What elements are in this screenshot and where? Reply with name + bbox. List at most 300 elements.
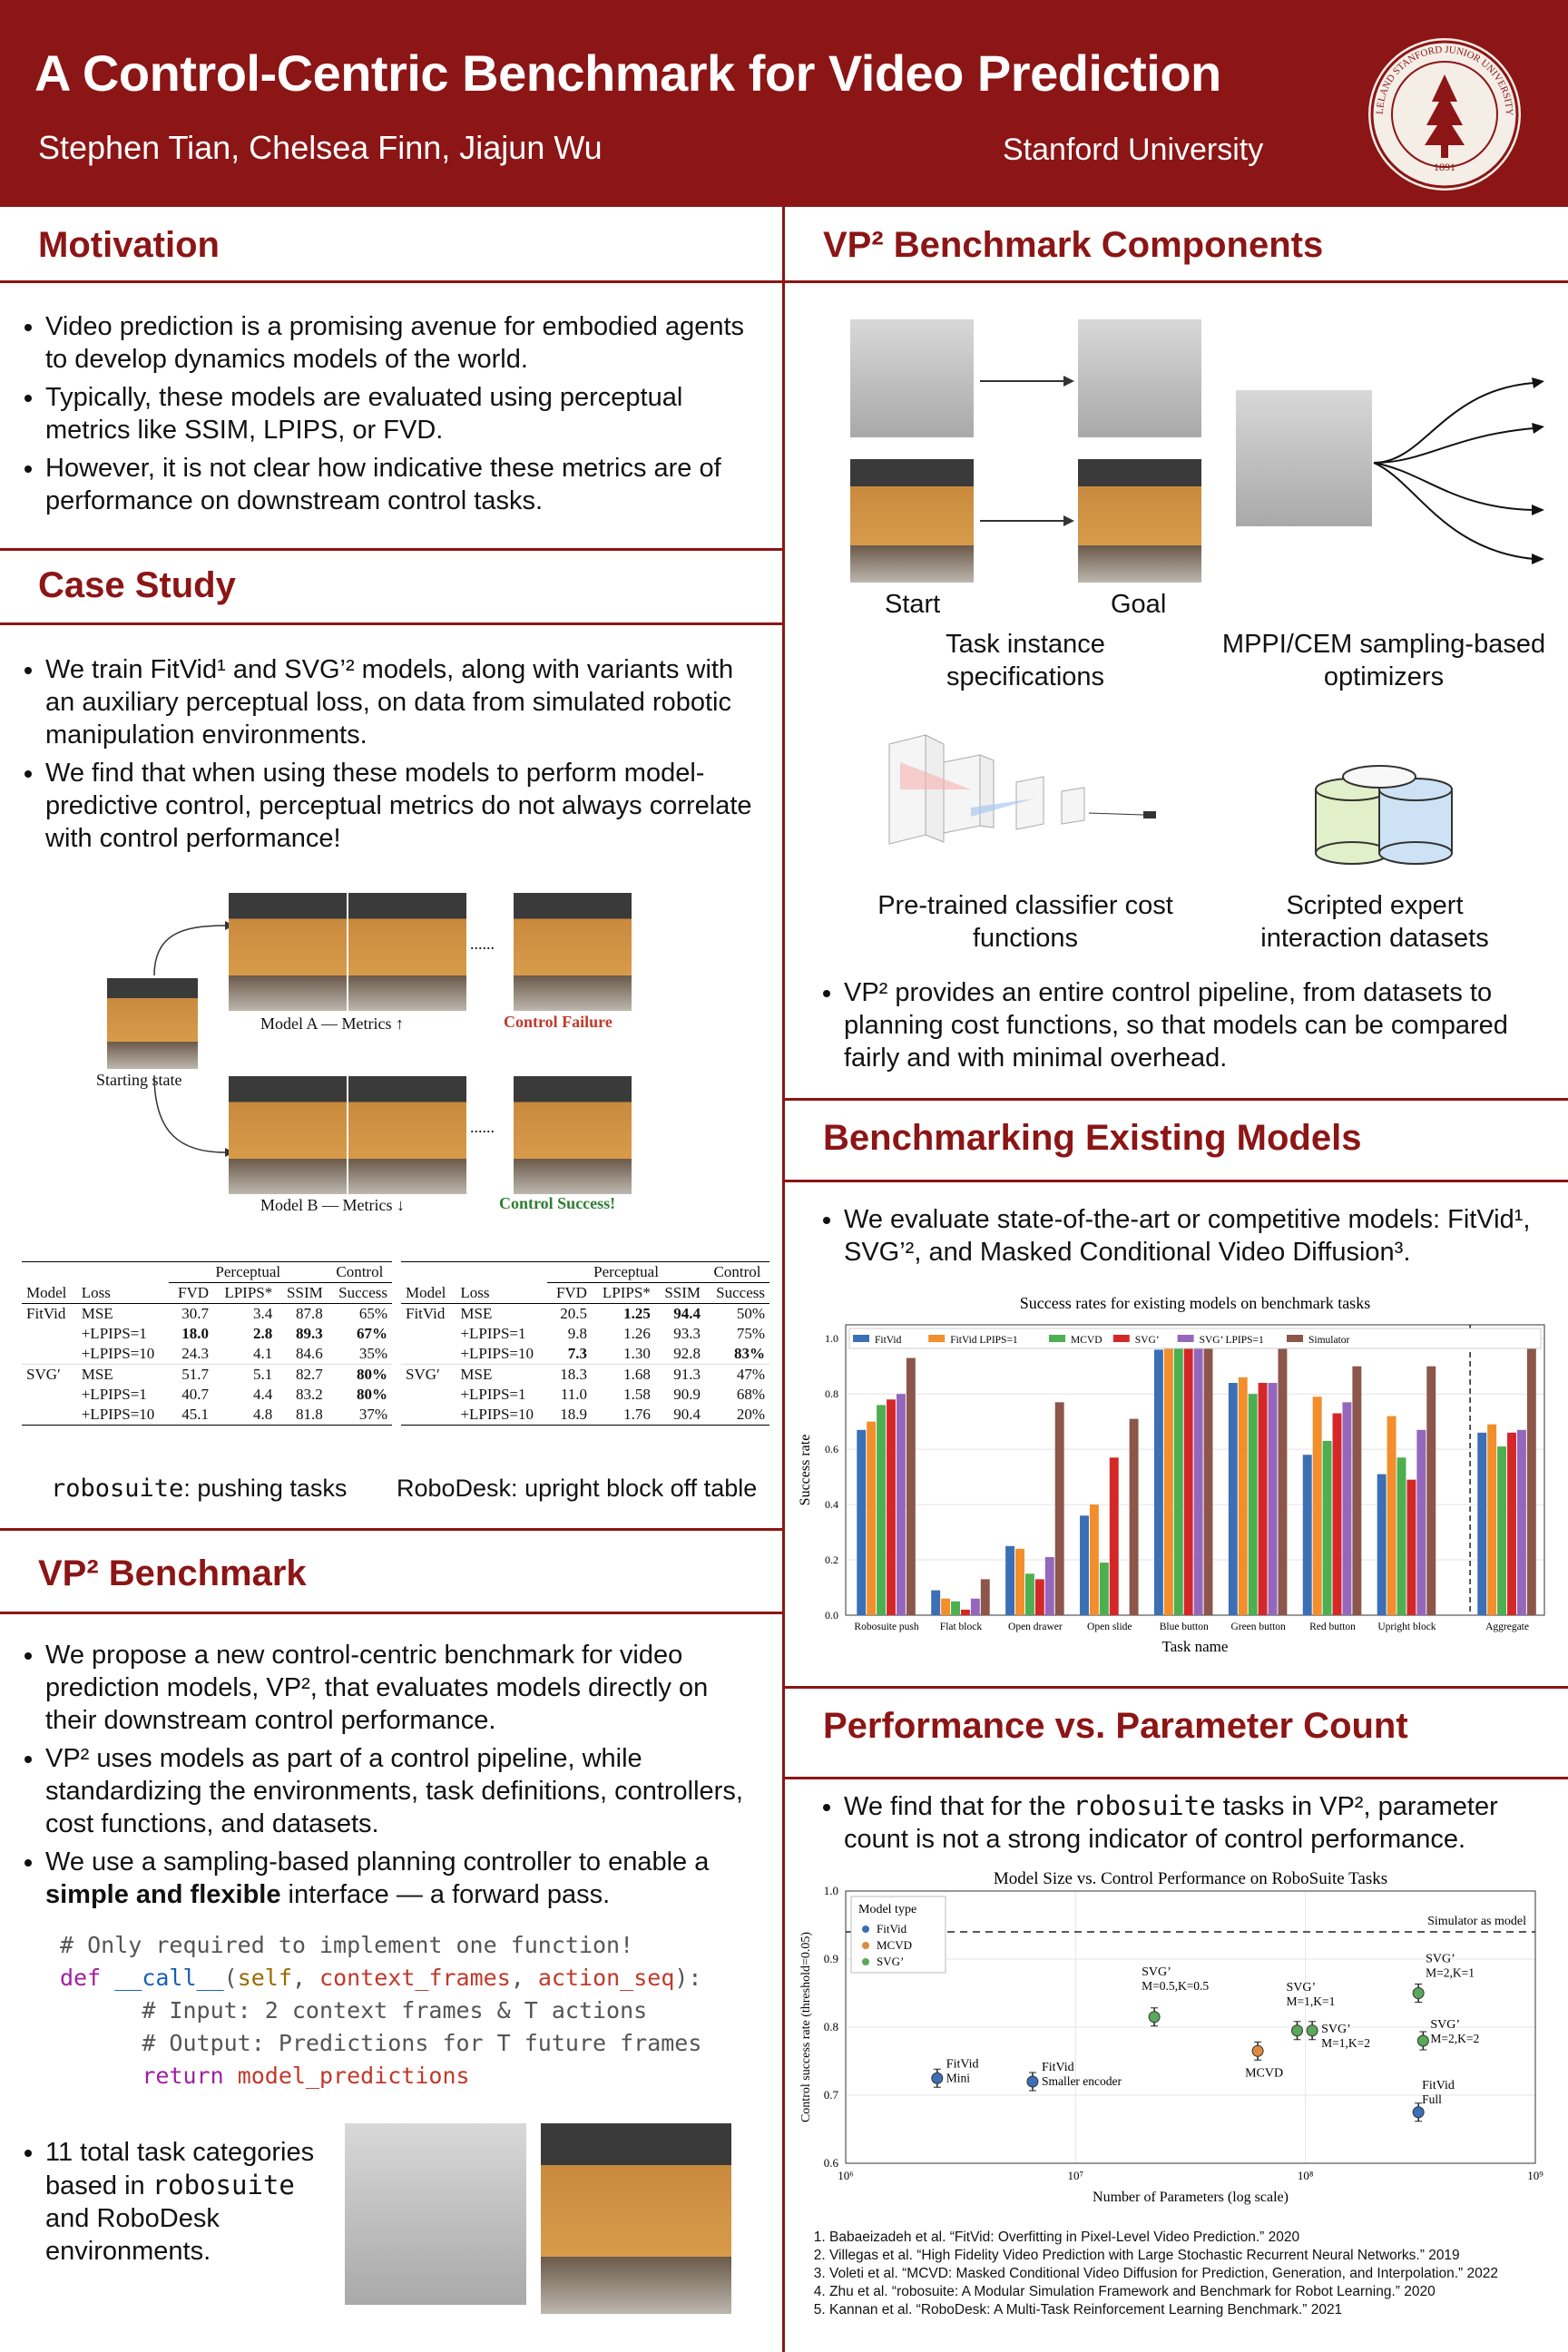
y-tick-label: 1.0 [823, 1884, 838, 1897]
legend-swatch [853, 1335, 869, 1342]
control-header: Control [328, 1262, 392, 1283]
point-label: SVG’ [1286, 1980, 1317, 1994]
start-label: Start [885, 590, 941, 619]
bar [1080, 1515, 1089, 1615]
robodesk-table-caption: RoboDesk: upright block off table [397, 1475, 758, 1502]
chart-title: Success rates for existing models on benchmark tasks [1019, 1294, 1371, 1312]
x-tick-label: Open drawer [1008, 1622, 1063, 1632]
table-col-header: SSIM [664, 1284, 701, 1301]
table-cell: +LPIPS=10 [460, 1406, 534, 1423]
bar [1184, 1341, 1193, 1615]
table-row [401, 1344, 769, 1365]
vp2-bullet: • VP² uses models as part of a control pipeline, while standardizing the environments, task definitions, controllers, cost functions, and datasets. [45, 1742, 753, 1840]
table-cell [22, 1385, 77, 1405]
robosuite-table-caption: robosuite: pushing tasks [51, 1475, 348, 1503]
y-tick-label: 0.8 [825, 1387, 838, 1401]
table-cell: 82.7 [295, 1366, 323, 1383]
param-count-rule [785, 1777, 1568, 1779]
references [802, 2229, 1555, 2319]
table-row [22, 1304, 392, 1325]
table-cell: 45.1 [181, 1406, 209, 1423]
motivation-bullets [0, 310, 753, 523]
datasets-database-icon [1307, 762, 1470, 880]
legend-title: Model type [858, 1903, 917, 1916]
table-cell: 24.3 [181, 1345, 209, 1362]
point-sublabel: M=1,K=1 [1286, 1994, 1336, 2008]
table-cell: 1.76 [623, 1406, 651, 1423]
bar [971, 1599, 980, 1615]
case-study-bullet: • We train FitVid¹ and SVG’² models, along with variants with an auxiliary perceptual loss, on data from simulated robotic manipulation environments. [45, 653, 753, 751]
vp2-benchmark-heading: VP² Benchmark [38, 1553, 307, 1593]
y-tick-label: 0.6 [823, 2156, 838, 2170]
benchmarking-bullet: • We evaluate state-of-the-art or competitive models: FitVid¹, SVG’², and Masked Conditional Video Diffusion³. [799, 1203, 1561, 1274]
table-cell: MSE [81, 1366, 113, 1383]
goal-desk-image [1078, 459, 1201, 583]
table-row [401, 1365, 769, 1386]
y-tick-label: 0.7 [823, 2088, 838, 2102]
bar [1249, 1394, 1258, 1615]
start-goal-arrows [976, 363, 1076, 544]
trajectory-arrows [1370, 372, 1552, 572]
svg-text:LELAND STANFORD JUNIOR UNIVERS: LELAND STANFORD JUNIOR UNIVERSITY [1374, 44, 1515, 116]
param-count-scatter-chart [795, 1869, 1557, 2214]
table-cell: 83% [734, 1345, 765, 1362]
perceptual-header: Perceptual [169, 1262, 328, 1283]
poster-affiliation: Stanford University [1003, 132, 1264, 167]
bar [1025, 1573, 1034, 1615]
table-cell [401, 1344, 456, 1365]
task-spec-caption: Task instance specifications [946, 630, 1105, 691]
reference-item: 1. Babaeizadeh et al. “FitVid: Overfitting in Pixel-Level Video Prediction.” 2020 [829, 2229, 1555, 2247]
table-cell: +LPIPS=1 [81, 1325, 147, 1342]
x-tick-label: Aggregate [1485, 1622, 1529, 1632]
table-cell: 7.3 [567, 1345, 587, 1362]
legend-swatch [1287, 1335, 1303, 1342]
y-tick-label: 1.0 [825, 1332, 838, 1346]
table-cell: 2.8 [253, 1325, 273, 1342]
mppi-caption: MPPI/CEM sampling-based optimizers [1221, 630, 1546, 691]
x-tick-label: 10⁸ [1297, 2169, 1314, 2182]
benchmarking-rule [785, 1180, 1568, 1182]
legend-marker [862, 1926, 869, 1933]
case-study-heading: Case Study [38, 565, 236, 605]
legend-marker [862, 1942, 869, 1949]
point-label: MCVD [1245, 2066, 1284, 2081]
robodesk-results-table [401, 1261, 769, 1426]
point-sublabel: M=2,K=1 [1426, 1965, 1475, 1980]
bar [867, 1422, 876, 1615]
param-count-bullet: • We find that for the robosuite tasks in VP², parameter count is not a strong indicator of control performance. [799, 1789, 1561, 1861]
control-success-label: Control Success! [499, 1194, 616, 1212]
table-cell: 9.8 [567, 1325, 587, 1342]
case-study-bullet: • We find that when using these models to perform model-predictive control, perceptual metrics do not always correlate with control performance! [45, 757, 753, 855]
legend-swatch [1113, 1335, 1130, 1342]
bar [1269, 1383, 1278, 1615]
bar [1527, 1338, 1536, 1615]
table-cell: 65% [358, 1305, 387, 1322]
param-count-heading: Performance vs. Parameter Count [823, 1706, 1408, 1746]
bar [1005, 1546, 1014, 1615]
table-cell: 11.0 [560, 1386, 587, 1403]
stanford-seal-logo [1368, 38, 1521, 191]
table-cell: +LPIPS=10 [460, 1345, 534, 1362]
table-cell: 1.26 [623, 1325, 651, 1342]
bar [1387, 1416, 1396, 1615]
poster-authors: Stephen Tian, Chelsea Finn, Jiajun Wu [38, 129, 603, 166]
robodesk-env-image [541, 2123, 731, 2314]
table-cell: 67% [357, 1325, 387, 1342]
column-divider [782, 207, 785, 2352]
components-bullet: • VP² provides an entire control pipeline, from datasets to planning cost functions, so that models can be compared fairly and with minimal overhead. [799, 976, 1552, 1080]
table-cell: 20.5 [560, 1305, 587, 1322]
table-cell: 3.4 [253, 1305, 273, 1322]
table-cell: 4.4 [253, 1386, 273, 1403]
y-tick-label: 0.6 [825, 1443, 838, 1456]
table-row [22, 1385, 392, 1405]
classifier-caption: Pre-trained classifier cost functions [877, 891, 1173, 953]
table-cell: 51.7 [181, 1366, 209, 1383]
table-cell: 83.2 [295, 1386, 323, 1403]
table-cell: 18.3 [560, 1366, 587, 1383]
table-cell: 37% [358, 1406, 387, 1423]
success-rate-bar-chart [795, 1292, 1557, 1666]
table-row [401, 1405, 769, 1426]
table-row [401, 1304, 769, 1325]
data-point [1252, 2045, 1263, 2056]
start-blocks-image [850, 319, 974, 437]
table-row [22, 1344, 392, 1365]
table-col-header: Loss [81, 1283, 111, 1301]
x-tick-label: Green button [1230, 1622, 1286, 1632]
bar [1477, 1433, 1486, 1615]
legend-marker [862, 1958, 869, 1965]
x-tick-label: Blue button [1159, 1622, 1209, 1632]
bar [1194, 1341, 1203, 1615]
table-cell: 18.0 [181, 1325, 209, 1342]
legend-label: MCVD [877, 1938, 913, 1952]
table-row [22, 1324, 392, 1344]
y-tick-label: 0.8 [823, 2020, 838, 2034]
bar [1110, 1457, 1119, 1615]
table-cell: 1.25 [623, 1305, 651, 1322]
table-cell: 92.8 [673, 1345, 701, 1362]
bar [906, 1358, 916, 1615]
table-cell: 93.3 [673, 1325, 701, 1342]
table-cell: FitVid [26, 1305, 66, 1322]
x-tick-label: Robosuite push [854, 1622, 919, 1632]
table-cell: 91.3 [673, 1366, 701, 1383]
model-a-final-frame [514, 893, 632, 1011]
vp2-benchmark-rule [0, 1612, 782, 1614]
table-cell: +LPIPS=1 [460, 1325, 526, 1342]
legend-label: SVG’ LPIPS=1 [1199, 1335, 1264, 1346]
bar [1100, 1563, 1109, 1615]
chart-title: Model Size vs. Control Performance on RoboSuite Tasks [993, 1869, 1388, 1888]
reference-item: 5. Kannan et al. “RoboDesk: A Multi-Task Reinforcement Learning Benchmark.” 2021 [829, 2301, 1555, 2319]
y-axis-label: Success rate [798, 1434, 813, 1506]
model-b-frame [348, 1076, 466, 1194]
bar [1015, 1549, 1024, 1615]
bar [1333, 1414, 1342, 1615]
code-snippet: # Only required to implement one function! def __call__(self, context_frames, action_seq): # Input: 2 context frames & T actions # Output: Predictions for T future frames return model_predictions [60, 1932, 702, 2089]
bar [1154, 1349, 1163, 1615]
goal-label: Goal [1111, 590, 1167, 619]
bar [981, 1579, 990, 1615]
table-cell: +LPIPS=1 [460, 1386, 526, 1403]
model-a-frame [348, 893, 466, 1011]
table-cell [22, 1405, 77, 1426]
bar [951, 1602, 960, 1615]
bar [1045, 1557, 1054, 1615]
table-cell: +LPIPS=10 [81, 1345, 155, 1362]
bar [1259, 1383, 1268, 1615]
table-col-header: Success [716, 1284, 765, 1301]
table-row [22, 1405, 392, 1426]
table-cell: 1.30 [623, 1345, 651, 1362]
robosuite-results-table [22, 1261, 392, 1426]
bar [1055, 1402, 1064, 1615]
data-point [1149, 2012, 1160, 2023]
x-axis-label: Task name [1161, 1638, 1229, 1655]
data-point [1291, 2025, 1302, 2036]
bar [1497, 1446, 1506, 1615]
table-cell: SVG′ [406, 1366, 440, 1383]
branch-arrows [145, 907, 236, 1180]
table-cell: 89.3 [295, 1325, 323, 1342]
point-sublabel: Full [1422, 2092, 1442, 2106]
table-col-header: FVD [177, 1284, 209, 1301]
table-cell: 94.4 [673, 1305, 701, 1322]
reference-item: 4. Zhu et al. “robosuite: A Modular Simulation Framework and Benchmark for Robot Learning.” 2020 [829, 2283, 1555, 2301]
x-axis-label: Number of Parameters (log scale) [1093, 2190, 1289, 2205]
reference-item: 2. Villegas et al. “High Fidelity Video Prediction with Large Stochastic Recurrent Neural Networks.” 2019 [829, 2247, 1555, 2265]
table-cell: 81.8 [295, 1406, 323, 1423]
bar [1323, 1441, 1332, 1615]
components-heading: VP² Benchmark Components [823, 225, 1324, 265]
table-col-header: Model [406, 1283, 446, 1301]
y-tick-label: 0.2 [825, 1553, 838, 1567]
table-col-header: SSIM [287, 1284, 323, 1301]
motivation-bullet: • However, it is not clear how indicative these metrics are of performance on downstream control tasks. [45, 452, 753, 517]
legend-label: Simulator [1308, 1335, 1350, 1346]
data-point [1413, 2107, 1424, 2118]
point-sublabel: M=0.5,K=0.5 [1142, 1978, 1210, 1993]
bar [1517, 1430, 1526, 1615]
bar [1239, 1377, 1248, 1615]
table-cell [22, 1324, 77, 1344]
table-cell: 18.9 [560, 1406, 587, 1423]
ellipsis: ...... [470, 935, 495, 953]
benchmarking-heading: Benchmarking Existing Models [823, 1118, 1362, 1158]
y-tick-label: 0.4 [825, 1498, 838, 1512]
bar [1090, 1504, 1099, 1615]
table-col-header: Model [26, 1283, 67, 1301]
bar [1313, 1396, 1322, 1615]
bar [1352, 1367, 1361, 1615]
legend-label: MCVD [1071, 1335, 1102, 1346]
bar [897, 1394, 906, 1615]
table-cell [401, 1324, 456, 1344]
table-cell [401, 1405, 456, 1426]
table-cell: 5.1 [253, 1366, 273, 1383]
legend-swatch [1049, 1335, 1065, 1342]
table-cell: 4.1 [253, 1345, 273, 1362]
table-col-header: Loss [460, 1283, 490, 1301]
vp2-benchmark-bullets [0, 1639, 753, 1916]
motivation-bullet: • Video prediction is a promising avenue for embodied agents to develop dynamics models of the world. [45, 310, 753, 376]
classifier-network-diagram [871, 726, 1180, 853]
section-rule [0, 548, 782, 551]
table-cell: FitVid [406, 1305, 446, 1322]
reference-line-label: Simulator as model [1427, 1915, 1526, 1928]
case-study-rule [0, 622, 782, 625]
bar [887, 1399, 896, 1615]
bar [1342, 1402, 1351, 1615]
table-cell: 1.68 [623, 1366, 651, 1383]
table-col-header: FVD [555, 1284, 587, 1301]
table-cell: 50% [736, 1305, 765, 1322]
bar [941, 1599, 950, 1615]
table-cell: 4.8 [253, 1406, 273, 1423]
table-cell: 90.4 [673, 1406, 701, 1423]
table-cell: 68% [736, 1386, 765, 1403]
point-sublabel: Mini [946, 2071, 971, 2085]
x-tick-label: 10⁷ [1067, 2169, 1084, 2182]
bar [1229, 1383, 1238, 1615]
table-cell: 30.7 [181, 1305, 209, 1322]
reference-item: 3. Voleti et al. “MCVD: Masked Conditional Video Diffusion for Prediction, Generation, and Interpolation.” 2022 [829, 2265, 1555, 2283]
legend-swatch [1178, 1335, 1194, 1342]
table-cell: MSE [460, 1366, 493, 1383]
point-sublabel: M=2,K=2 [1430, 2032, 1480, 2045]
table-cell: 87.8 [295, 1305, 323, 1322]
point-label: SVG’ [1142, 1965, 1171, 1979]
table-row [401, 1324, 769, 1344]
bar [877, 1405, 886, 1615]
model-a-frame [229, 893, 347, 1011]
table-cell: 90.9 [673, 1386, 701, 1403]
x-tick-label: Upright block [1377, 1622, 1436, 1632]
data-point [932, 2073, 943, 2083]
table-cell: 80% [357, 1386, 387, 1403]
poster-header [0, 0, 1568, 207]
ellipsis: ...... [470, 1118, 495, 1136]
section-rule [785, 1098, 1568, 1101]
point-label: FitVid [1041, 2061, 1074, 2074]
robosuite-env-image [345, 2123, 526, 2305]
motivation-heading: Motivation [38, 225, 220, 265]
table-col-header: LPIPS* [602, 1284, 651, 1301]
bar [1164, 1347, 1173, 1615]
bar [1507, 1433, 1516, 1615]
bar [1278, 1347, 1287, 1615]
legend-label: SVG’ [877, 1955, 905, 1968]
point-sublabel: M=1,K=2 [1321, 2035, 1370, 2050]
table-cell: 75% [736, 1325, 765, 1342]
table-cell: +LPIPS=10 [81, 1406, 155, 1423]
optimizer-scene-image [1236, 390, 1372, 526]
legend-label: SVG’ [1134, 1335, 1160, 1346]
y-tick-label: 0.9 [823, 1952, 838, 1965]
model-b-frame [229, 1076, 347, 1194]
data-point [1307, 2025, 1318, 2036]
x-tick-label: Red button [1309, 1622, 1356, 1632]
bar [1377, 1475, 1387, 1615]
components-rule [785, 280, 1568, 283]
datasets-caption: Scripted expert interaction datasets [1260, 891, 1489, 953]
point-label: FitVid [1422, 2078, 1455, 2092]
bar [1406, 1480, 1416, 1615]
control-failure-label: Control Failure [504, 1013, 612, 1031]
control-header: Control [705, 1262, 769, 1283]
table-cell: 80% [357, 1366, 387, 1383]
table-cell: MSE [460, 1305, 493, 1322]
data-point [1027, 2076, 1038, 2087]
x-tick-label: Flat block [939, 1622, 983, 1632]
motivation-bullet: • Typically, these models are evaluated using perceptual metrics like SSIM, LPIPS, or FVD. [45, 381, 753, 446]
point-label: SVG’ [1430, 2018, 1461, 2032]
legend-swatch [928, 1335, 945, 1342]
perceptual-header: Perceptual [547, 1262, 705, 1283]
table-cell: 1.58 [623, 1386, 651, 1403]
point-sublabel: Smaller encoder [1041, 2074, 1122, 2088]
table-cell: 40.7 [181, 1386, 209, 1403]
starting-state-label: Starting state [96, 1071, 182, 1089]
point-label: FitVid [946, 2057, 979, 2072]
table-row [401, 1385, 769, 1405]
y-axis-label: Control success rate (threshold=0.05) [799, 1931, 813, 2123]
table-cell: MSE [81, 1305, 113, 1322]
table-cell: 35% [358, 1345, 387, 1362]
case-study-bullets [0, 653, 753, 860]
bar [1416, 1430, 1426, 1615]
motivation-rule [0, 280, 782, 283]
table-cell: 84.6 [295, 1345, 323, 1362]
y-tick-label: 0.0 [825, 1609, 838, 1622]
bar [1204, 1338, 1213, 1615]
vp2-bullet: • We propose a new control-centric benchmark for video prediction models, VP², that evaluates models directly on their downstream control performance. [45, 1639, 753, 1737]
table-col-header: Success [338, 1284, 387, 1301]
bar [857, 1430, 866, 1615]
vp2-bullet: • We use a sampling-based planning controller to enable a simple and flexible interface — a forward pass. [45, 1846, 753, 1911]
data-point [1413, 1988, 1424, 1999]
legend-label: FitVid LPIPS=1 [950, 1335, 1018, 1346]
bar [1174, 1341, 1183, 1615]
table-cell [401, 1385, 456, 1405]
table-cell: +LPIPS=1 [81, 1386, 147, 1403]
legend-label: FitVid [875, 1335, 902, 1346]
poster-title: A Control-Centric Benchmark for Video Prediction [34, 44, 1221, 102]
section-rule [785, 1686, 1568, 1689]
bar [961, 1610, 970, 1615]
table-cell [22, 1344, 77, 1365]
model-a-label: Model A — Metrics ↑ [260, 1014, 404, 1033]
bar [1487, 1425, 1496, 1615]
point-label: SVG’ [1426, 1952, 1455, 1966]
table-row [22, 1365, 392, 1386]
bar [1426, 1367, 1436, 1615]
bar [1303, 1455, 1312, 1615]
legend-label: FitVid [877, 1922, 907, 1936]
start-desk-image [850, 459, 974, 583]
x-tick-label: 10⁹ [1527, 2169, 1544, 2182]
table-cell: SVG′ [26, 1366, 61, 1383]
bar [1397, 1457, 1406, 1615]
bar [1035, 1579, 1044, 1615]
bar [931, 1591, 940, 1615]
section-rule [0, 1528, 782, 1531]
goal-blocks-image [1078, 319, 1201, 437]
